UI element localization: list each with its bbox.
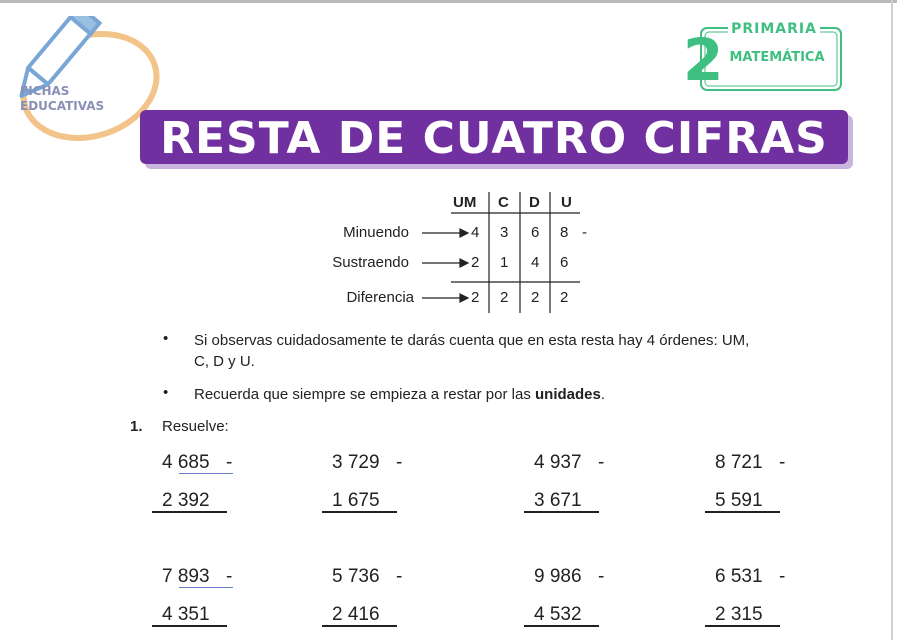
digit-cell: 6 — [531, 224, 540, 241]
digit-cell: 8 — [560, 224, 569, 241]
spellcheck-underline — [179, 587, 233, 588]
digit-cell: 2 — [500, 289, 509, 306]
answer-line — [322, 625, 397, 627]
bullet-icon: • — [163, 384, 169, 401]
header-d: D — [529, 194, 540, 211]
row-label-diferencia: Diferencia — [346, 289, 414, 306]
minuend: 9 986 — [534, 566, 582, 587]
header-u: U — [561, 194, 572, 211]
page-title: RESTA DE CUATRO CIFRAS — [160, 113, 828, 164]
bullet-2-end: . — [600, 386, 606, 403]
minuend: 3 729 — [332, 452, 380, 473]
minus-sign: - — [598, 566, 605, 587]
digit-cell: 6 — [560, 254, 569, 271]
answer-line — [322, 511, 397, 513]
digit-cell: 2 — [531, 289, 540, 306]
minus-sign: - — [779, 566, 786, 587]
digit-cell: 4 — [471, 224, 480, 241]
minus-sign: - — [582, 224, 587, 241]
digit-cell: 1 — [500, 254, 509, 271]
minus-sign: - — [779, 452, 786, 473]
answer-line — [524, 511, 599, 513]
header-c: C — [498, 194, 509, 211]
answer-line — [524, 625, 599, 627]
minus-sign: - — [598, 452, 605, 473]
row-label-minuendo: Minuendo — [343, 224, 409, 241]
subtrahend: 4 351 — [162, 604, 210, 625]
minus-sign: - — [226, 452, 233, 473]
digit-cell: 3 — [500, 224, 509, 241]
subtrahend: 4 532 — [534, 604, 582, 625]
logo-text-line2: EDUCATIVAS — [20, 99, 105, 113]
badge-level: PRIMARIA — [728, 21, 820, 37]
minuend: 7 893 — [162, 566, 210, 587]
badge-subject: MATEMÁTICA — [729, 50, 825, 65]
subtrahend: 2 315 — [715, 604, 763, 625]
bullet-1-line2: C, D y U. — [194, 353, 255, 370]
subtrahend: 2 392 — [162, 490, 210, 511]
exercise-number: 1. — [130, 418, 143, 435]
badge-grade: 2 — [683, 26, 724, 94]
minus-sign: - — [396, 452, 403, 473]
answer-line — [152, 511, 227, 513]
header-um: UM — [453, 194, 477, 211]
row-label-sustraendo: Sustraendo — [332, 254, 409, 271]
spellcheck-underline — [179, 473, 233, 474]
minus-sign: - — [396, 566, 403, 587]
minuend: 8 721 — [715, 452, 763, 473]
subtrahend: 1 675 — [332, 490, 380, 511]
minuend: 6 531 — [715, 566, 763, 587]
minus-sign: - — [226, 566, 233, 587]
digit-cell: 2 — [471, 254, 480, 271]
subtrahend: 5 591 — [715, 490, 763, 511]
arrow-icon — [422, 229, 468, 302]
subtrahend: 2 416 — [332, 604, 380, 625]
minuend: 4 685 — [162, 452, 210, 473]
answer-line — [152, 625, 227, 627]
answer-line — [705, 511, 780, 513]
digit-cell: 2 — [471, 289, 480, 306]
bullet-text-1 — [194, 330, 834, 372]
minuend: 4 937 — [534, 452, 582, 473]
subtrahend: 3 671 — [534, 490, 582, 511]
bullet-icon: • — [163, 330, 169, 347]
minuend: 5 736 — [332, 566, 380, 587]
bullet-1-line1: Si observas cuidadosamente te darás cuenta que en esta resta hay 4 órdenes: UM, — [194, 332, 750, 349]
digit-cell: 4 — [531, 254, 540, 271]
bullet-text-2 — [194, 384, 834, 405]
bullet-2-text: Recuerda que siempre se empieza a restar por las — [194, 386, 536, 403]
digit-cell: 2 — [560, 289, 569, 306]
answer-line — [705, 625, 780, 627]
bullet-2-bold: unidades — [535, 386, 601, 403]
exercise-instruction: Resuelve: — [162, 418, 229, 435]
logo-text-line1: FICHAS — [20, 84, 70, 98]
